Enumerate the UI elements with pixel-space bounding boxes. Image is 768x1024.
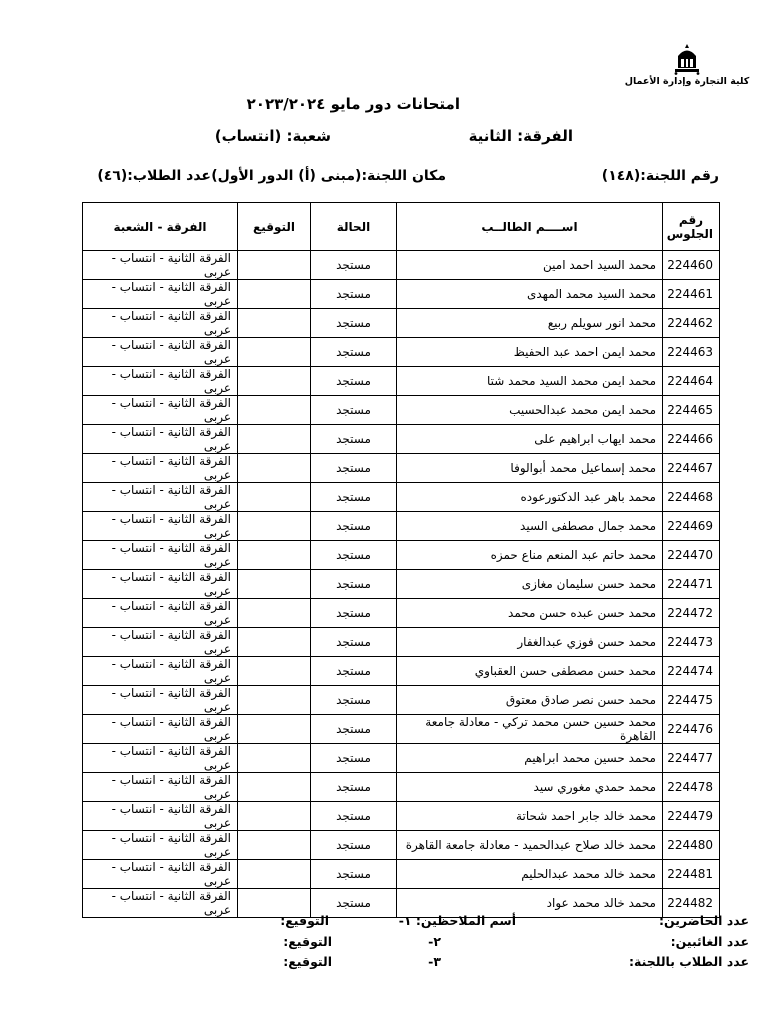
seat-number-cell: 224464 bbox=[663, 367, 720, 396]
signature-cell bbox=[238, 860, 311, 889]
signature-cell bbox=[238, 541, 311, 570]
student-name-cell: محمد حاتم عبد المنعم مناع حمزه bbox=[397, 541, 663, 570]
seat-number-cell: 224462 bbox=[663, 309, 720, 338]
table-row bbox=[83, 367, 720, 396]
student-name-cell: محمد حسين محمد ابراهيم bbox=[397, 744, 663, 773]
table-row bbox=[83, 773, 720, 802]
signature-cell bbox=[238, 367, 311, 396]
committee-students-label: عدد الطلاب باللجنة: bbox=[629, 954, 749, 969]
signature-label-2: التوقيع: bbox=[283, 934, 332, 949]
group-cell: الفرقة الثانية - انتساب - عربى bbox=[83, 686, 238, 715]
signature-label-1: التوقيع: bbox=[280, 913, 329, 928]
column-header-seat: رقم الجلوس bbox=[663, 203, 720, 251]
student-name-cell: محمد خالد جابر احمد شحاتة bbox=[397, 802, 663, 831]
group-cell: الفرقة الثانية - انتساب - عربى bbox=[83, 338, 238, 367]
column-header-status: الحالة bbox=[311, 203, 397, 251]
college-logo bbox=[612, 42, 762, 98]
student-name-cell: محمد حسن فوزي عبدالغفار bbox=[397, 628, 663, 657]
status-cell: مستجد bbox=[311, 425, 397, 454]
student-name-cell: محمد خالد محمد عبدالحليم bbox=[397, 860, 663, 889]
group-cell: الفرقة الثانية - انتساب - عربى bbox=[83, 773, 238, 802]
seat-number-cell: 224461 bbox=[663, 280, 720, 309]
table-header-row bbox=[83, 203, 720, 251]
seat-number-cell: 224465 bbox=[663, 396, 720, 425]
absent-count-label: عدد الغائبين: bbox=[670, 934, 749, 949]
group-cell: الفرقة الثانية - انتساب - عربى bbox=[83, 396, 238, 425]
status-cell: مستجد bbox=[311, 628, 397, 657]
student-name-cell: محمد خالد صلاح عبدالحميد - معادلة جامعة القاهرة bbox=[397, 831, 663, 860]
student-name-cell: محمد إسماعيل محمد أبوالوفا bbox=[397, 454, 663, 483]
table-row bbox=[83, 512, 720, 541]
status-cell: مستجد bbox=[311, 860, 397, 889]
seat-number-cell: 224468 bbox=[663, 483, 720, 512]
group-cell: الفرقة الثانية - انتساب - عربى bbox=[83, 599, 238, 628]
student-name-cell: محمد ايمن محمد عبدالحسيب bbox=[397, 396, 663, 425]
table-row bbox=[83, 599, 720, 628]
table-row bbox=[83, 396, 720, 425]
group-cell: الفرقة الثانية - انتساب - عربى bbox=[83, 280, 238, 309]
signature-cell bbox=[238, 309, 311, 338]
group-cell: الفرقة الثانية - انتساب - عربى bbox=[83, 367, 238, 396]
status-cell: مستجد bbox=[311, 599, 397, 628]
status-cell: مستجد bbox=[311, 512, 397, 541]
signature-cell bbox=[238, 686, 311, 715]
status-cell: مستجد bbox=[311, 396, 397, 425]
signature-cell bbox=[238, 831, 311, 860]
year-label: الفرقة: الثانية bbox=[468, 127, 573, 145]
group-cell: الفرقة الثانية - انتساب - عربى bbox=[83, 570, 238, 599]
seat-number-cell: 224467 bbox=[663, 454, 720, 483]
student-name-cell: محمد جمال مصطفى السيد bbox=[397, 512, 663, 541]
seat-number-cell: 224472 bbox=[663, 599, 720, 628]
column-header-signature: التوقيع bbox=[238, 203, 311, 251]
table-row bbox=[83, 425, 720, 454]
student-name-cell: محمد ايهاب ابراهيم على bbox=[397, 425, 663, 454]
table-row bbox=[83, 860, 720, 889]
seat-number-cell: 224480 bbox=[663, 831, 720, 860]
group-cell: الفرقة الثانية - انتساب - عربى bbox=[83, 251, 238, 280]
seat-number-cell: 224477 bbox=[663, 744, 720, 773]
seat-number-cell: 224473 bbox=[663, 628, 720, 657]
seat-number-cell: 224469 bbox=[663, 512, 720, 541]
table-row bbox=[83, 541, 720, 570]
student-name-cell: محمد خالد محمد عواد bbox=[397, 889, 663, 918]
table-row bbox=[83, 309, 720, 338]
signature-cell bbox=[238, 599, 311, 628]
student-name-cell: محمد حسن مصطفى حسن العقباوي bbox=[397, 657, 663, 686]
group-cell: الفرقة الثانية - انتساب - عربى bbox=[83, 802, 238, 831]
seat-number-cell: 224460 bbox=[663, 251, 720, 280]
seat-number-cell: 224470 bbox=[663, 541, 720, 570]
signature-cell bbox=[238, 715, 311, 744]
student-name-cell: محمد حسين حسن محمد تركي - معادلة جامعة القاهرة bbox=[397, 715, 663, 744]
table-row bbox=[83, 251, 720, 280]
signature-cell bbox=[238, 570, 311, 599]
observers-label: أسم الملاحظين: ١- bbox=[398, 913, 516, 928]
signature-cell bbox=[238, 251, 311, 280]
signature-cell bbox=[238, 454, 311, 483]
column-header-group: الفرقة - الشعبة bbox=[83, 203, 238, 251]
signature-cell bbox=[238, 338, 311, 367]
student-name-cell: محمد حسن نصر صادق معتوق bbox=[397, 686, 663, 715]
student-name-cell: محمد ايمن احمد عبد الحفيظ bbox=[397, 338, 663, 367]
group-cell: الفرقة الثانية - انتساب - عربى bbox=[83, 309, 238, 338]
table-row bbox=[83, 280, 720, 309]
seat-number-cell: 224466 bbox=[663, 425, 720, 454]
committee-number: رقم اللجنة:(١٤٨) bbox=[601, 168, 719, 184]
group-cell: الفرقة الثانية - انتساب - عربى bbox=[83, 628, 238, 657]
status-cell: مستجد bbox=[311, 744, 397, 773]
seat-number-cell: 224474 bbox=[663, 657, 720, 686]
exam-title: امتحانات دور مايو ٢٠٢٣/٢٠٢٤ bbox=[246, 95, 460, 113]
group-cell: الفرقة الثانية - انتساب - عربى bbox=[83, 425, 238, 454]
table-row bbox=[83, 570, 720, 599]
table-row bbox=[83, 454, 720, 483]
group-cell: الفرقة الثانية - انتساب - عربى bbox=[83, 715, 238, 744]
observer-2-label: ٢- bbox=[428, 934, 441, 949]
table-row bbox=[83, 657, 720, 686]
signature-cell bbox=[238, 744, 311, 773]
seat-number-cell: 224481 bbox=[663, 860, 720, 889]
seat-number-cell: 224482 bbox=[663, 889, 720, 918]
table-row bbox=[83, 483, 720, 512]
status-cell: مستجد bbox=[311, 686, 397, 715]
division-label: شعبة: (انتساب) bbox=[214, 127, 331, 145]
group-cell: الفرقة الثانية - انتساب - عربى bbox=[83, 512, 238, 541]
observer-3-label: ٣- bbox=[428, 954, 441, 969]
status-cell: مستجد bbox=[311, 541, 397, 570]
signature-cell bbox=[238, 773, 311, 802]
status-cell: مستجد bbox=[311, 802, 397, 831]
status-cell: مستجد bbox=[311, 570, 397, 599]
status-cell: مستجد bbox=[311, 773, 397, 802]
status-cell: مستجد bbox=[311, 309, 397, 338]
status-cell: مستجد bbox=[311, 280, 397, 309]
group-cell: الفرقة الثانية - انتساب - عربى bbox=[83, 657, 238, 686]
seat-number-cell: 224475 bbox=[663, 686, 720, 715]
signature-label-3: التوقيع: bbox=[283, 954, 332, 969]
status-cell: مستجد bbox=[311, 367, 397, 396]
table-row bbox=[83, 744, 720, 773]
status-cell: مستجد bbox=[311, 454, 397, 483]
seat-number-cell: 224463 bbox=[663, 338, 720, 367]
table-row bbox=[83, 802, 720, 831]
signature-cell bbox=[238, 802, 311, 831]
signature-cell bbox=[238, 483, 311, 512]
status-cell: مستجد bbox=[311, 831, 397, 860]
student-name-cell: محمد ايمن محمد السيد محمد شتا bbox=[397, 367, 663, 396]
table-row bbox=[83, 338, 720, 367]
signature-cell bbox=[238, 280, 311, 309]
signature-cell bbox=[238, 512, 311, 541]
student-name-cell: محمد السيد احمد امين bbox=[397, 251, 663, 280]
status-cell: مستجد bbox=[311, 251, 397, 280]
group-cell: الفرقة الثانية - انتساب - عربى bbox=[83, 744, 238, 773]
signature-cell bbox=[238, 628, 311, 657]
group-cell: الفرقة الثانية - انتساب - عربى bbox=[83, 889, 238, 918]
seat-number-cell: 224479 bbox=[663, 802, 720, 831]
signature-cell bbox=[238, 657, 311, 686]
students-count: عدد الطلاب:(٤٦) bbox=[97, 168, 211, 184]
status-cell: مستجد bbox=[311, 657, 397, 686]
group-cell: الفرقة الثانية - انتساب - عربى bbox=[83, 831, 238, 860]
group-cell: الفرقة الثانية - انتساب - عربى bbox=[83, 541, 238, 570]
signature-cell bbox=[238, 396, 311, 425]
status-cell: مستجد bbox=[311, 889, 397, 918]
table-row bbox=[83, 628, 720, 657]
column-header-name: اســــم الطالــب bbox=[397, 203, 663, 251]
status-cell: مستجد bbox=[311, 483, 397, 512]
signature-cell bbox=[238, 425, 311, 454]
table-row bbox=[83, 831, 720, 860]
student-name-cell: محمد حسن عبده حسن محمد bbox=[397, 599, 663, 628]
seat-number-cell: 224476 bbox=[663, 715, 720, 744]
table-row bbox=[83, 715, 720, 744]
attendance-table bbox=[82, 202, 720, 918]
student-name-cell: محمد السيد محمد المهدى bbox=[397, 280, 663, 309]
college-emblem-icon bbox=[672, 42, 702, 76]
seat-number-cell: 224471 bbox=[663, 570, 720, 599]
table-body bbox=[83, 251, 720, 918]
student-name-cell: محمد انور سويلم ربيع bbox=[397, 309, 663, 338]
table-row bbox=[83, 686, 720, 715]
committee-place: مكان اللجنة:(مبنى (أ) الدور الأول) bbox=[211, 168, 446, 184]
group-cell: الفرقة الثانية - انتساب - عربى bbox=[83, 860, 238, 889]
group-cell: الفرقة الثانية - انتساب - عربى bbox=[83, 454, 238, 483]
group-cell: الفرقة الثانية - انتساب - عربى bbox=[83, 483, 238, 512]
status-cell: مستجد bbox=[311, 338, 397, 367]
present-count-label: عدد الحاضرين: bbox=[658, 913, 749, 928]
college-name: كلية التجارة وإدارة الأعمال bbox=[624, 76, 750, 87]
student-name-cell: محمد حمدي مغوري سيد bbox=[397, 773, 663, 802]
student-name-cell: محمد حسن سليمان مغازى bbox=[397, 570, 663, 599]
status-cell: مستجد bbox=[311, 715, 397, 744]
seat-number-cell: 224478 bbox=[663, 773, 720, 802]
student-name-cell: محمد باهر عبد الدكتورعوده bbox=[397, 483, 663, 512]
